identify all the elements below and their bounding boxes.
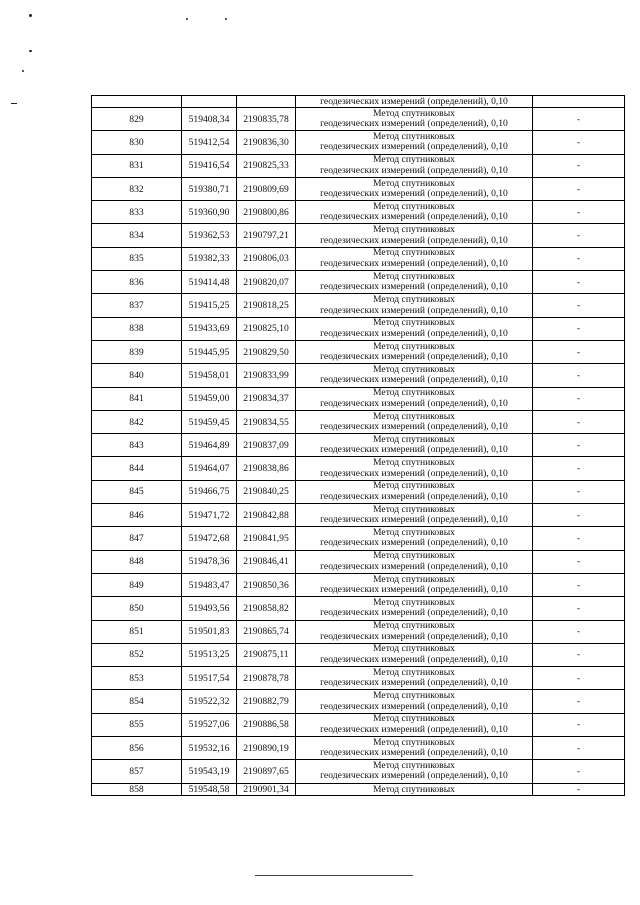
method-line-2: геодезических измерений (определений), 0,10 — [320, 397, 508, 409]
note-dash: - — [533, 364, 625, 387]
coordinate-x: 519360,90 — [182, 201, 237, 224]
table-row — [92, 340, 625, 363]
cell-method — [296, 96, 533, 108]
method-line-1: Метод спутниковых — [373, 736, 455, 748]
coordinate-y: 2190841,95 — [237, 527, 296, 550]
coordinate-x: 519472,68 — [182, 527, 237, 550]
method-line-2: геодезических измерений (определений), 0,10 — [320, 653, 508, 665]
method-line-1: Метод спутниковых — [373, 107, 455, 119]
coordinate-y: 2190837,09 — [237, 434, 296, 457]
method-cell — [296, 597, 533, 620]
coordinate-y: 2190890,19 — [237, 737, 296, 760]
table-row — [92, 760, 625, 783]
note-dash: - — [533, 224, 625, 247]
table-row — [92, 364, 625, 387]
coordinate-y: 2190836,30 — [237, 131, 296, 154]
coordinate-y: 2190825,33 — [237, 154, 296, 177]
table-row — [92, 667, 625, 690]
scan-speck — [225, 18, 227, 20]
method-line-2: геодезических измерений (определений), 0,10 — [320, 514, 508, 526]
coordinate-x: 519532,16 — [182, 737, 237, 760]
point-number: 839 — [92, 340, 182, 363]
scan-speck — [22, 70, 24, 72]
method-line-2: геодезических измерений (определений), 0,10 — [320, 374, 508, 386]
cell-number — [92, 96, 182, 108]
coordinate-x: 519445,95 — [182, 340, 237, 363]
coordinate-x: 519478,36 — [182, 550, 237, 573]
table-row — [92, 713, 625, 736]
method-cell — [296, 387, 533, 410]
coordinate-y: 2190834,55 — [237, 410, 296, 433]
note-dash: - — [533, 737, 625, 760]
coordinate-x: 519458,01 — [182, 364, 237, 387]
coordinate-x: 519414,48 — [182, 271, 237, 294]
point-number: 855 — [92, 713, 182, 736]
method-line-1: Метод спутниковых — [373, 690, 455, 702]
coordinate-y: 2190882,79 — [237, 690, 296, 713]
method-line-1: Метод спутниковых — [373, 666, 455, 678]
point-number: 835 — [92, 247, 182, 270]
cell-y — [237, 96, 296, 108]
note-dash: - — [533, 504, 625, 527]
note-dash: - — [533, 690, 625, 713]
cell-note — [533, 96, 625, 108]
method-continuation: геодезических измерений (определений), 0,10 — [320, 96, 508, 107]
table-row — [92, 317, 625, 340]
coordinate-x: 519464,07 — [182, 457, 237, 480]
table-row — [92, 737, 625, 760]
method-line-2: геодезических измерений (определений), 0,10 — [320, 723, 508, 735]
method-line-1: Метод спутниковых — [373, 154, 455, 166]
point-number: 832 — [92, 177, 182, 200]
point-number: 856 — [92, 737, 182, 760]
coordinate-y: 2190829,50 — [237, 340, 296, 363]
coordinate-y: 2190797,21 — [237, 224, 296, 247]
method-cell — [296, 108, 533, 131]
note-dash: - — [533, 643, 625, 666]
note-dash: - — [533, 247, 625, 270]
point-number: 844 — [92, 457, 182, 480]
method-line-1: Метод спутниковых — [373, 457, 455, 469]
method-line-1: Метод спутниковых — [373, 759, 455, 771]
point-number: 843 — [92, 434, 182, 457]
method-cell — [296, 271, 533, 294]
coordinate-y: 2190818,25 — [237, 294, 296, 317]
coordinate-y: 2190878,78 — [237, 667, 296, 690]
table-row — [92, 177, 625, 200]
method-line-1: Метод спутниковых — [373, 200, 455, 212]
table-row — [92, 247, 625, 270]
method-line-1: Метод спутниковых — [373, 340, 455, 352]
note-dash: - — [533, 480, 625, 503]
table-row — [92, 643, 625, 666]
method-line-1: Метод спутниковых — [373, 526, 455, 538]
method-line-2: геодезических измерений (определений), 0,10 — [320, 560, 508, 572]
method-line-2: геодезических измерений (определений), 0,10 — [320, 490, 508, 502]
coordinate-x: 519362,53 — [182, 224, 237, 247]
method-line-1: Метод спутниковых — [373, 363, 455, 375]
coordinate-y: 2190838,86 — [237, 457, 296, 480]
note-dash: - — [533, 294, 625, 317]
coordinate-y: 2190835,78 — [237, 108, 296, 131]
method-cell — [296, 667, 533, 690]
method-line-2: геодезических измерений (определений), 0,10 — [320, 257, 508, 269]
method-line-2: геодезических измерений (определений), 0,10 — [320, 607, 508, 619]
method-cell — [296, 177, 533, 200]
coordinate-x: 519493,56 — [182, 597, 237, 620]
point-number: 857 — [92, 760, 182, 783]
table-row — [92, 410, 625, 433]
method-line-1: Метод спутниковых — [373, 130, 455, 142]
method-line-2: геодезических измерений (определений), 0,10 — [320, 467, 508, 479]
method-cell — [296, 434, 533, 457]
coordinate-x: 519522,32 — [182, 690, 237, 713]
method-line-2: геодезических измерений (определений), 0,10 — [320, 281, 508, 293]
method-cell — [296, 620, 533, 643]
coordinate-x: 519471,72 — [182, 504, 237, 527]
method-line-1: Метод спутниковых — [373, 713, 455, 725]
table-row — [92, 108, 625, 131]
coordinate-x: 519412,54 — [182, 131, 237, 154]
note-dash: - — [533, 108, 625, 131]
method-line-1: Метод спутниковых — [373, 573, 455, 585]
coordinate-y: 2190842,88 — [237, 504, 296, 527]
coordinate-x: 519408,34 — [182, 108, 237, 131]
point-number: 847 — [92, 527, 182, 550]
coordinate-y: 2190825,10 — [237, 317, 296, 340]
point-number: 854 — [92, 690, 182, 713]
method-line-1: Метод спутниковых — [373, 387, 455, 399]
method-line-1: Метод спутниковых — [373, 177, 455, 189]
table-row — [92, 480, 625, 503]
method-cell — [296, 294, 533, 317]
note-dash: - — [533, 667, 625, 690]
method-line-2: геодезических измерений (определений), 0,10 — [320, 770, 508, 782]
point-number: 837 — [92, 294, 182, 317]
method-line-2: геодезических измерений (определений), 0,10 — [320, 537, 508, 549]
point-number: 858 — [92, 783, 182, 795]
note-dash: - — [533, 434, 625, 457]
table-row — [92, 620, 625, 643]
coordinate-y: 2190875,11 — [237, 643, 296, 666]
point-number: 831 — [92, 154, 182, 177]
point-number: 851 — [92, 620, 182, 643]
method-line-2: геодезических измерений (определений), 0,10 — [320, 747, 508, 759]
point-number: 840 — [92, 364, 182, 387]
table-row — [92, 294, 625, 317]
method-line-1: Метод спутниковых — [373, 410, 455, 422]
point-number: 852 — [92, 643, 182, 666]
coordinate-x: 519459,00 — [182, 387, 237, 410]
point-number: 846 — [92, 504, 182, 527]
method-line-2: геодезических измерений (определений), 0,10 — [320, 164, 508, 176]
scan-speck — [29, 50, 32, 52]
table-row — [92, 434, 625, 457]
method-line-1: Метод спутниковых — [373, 596, 455, 608]
coordinate-y: 2190897,65 — [237, 760, 296, 783]
table-row — [92, 527, 625, 550]
point-number: 833 — [92, 201, 182, 224]
method-cell — [296, 527, 533, 550]
method-line-2: геодезических измерений (определений), 0,10 — [320, 700, 508, 712]
table-row — [92, 690, 625, 713]
method-cell — [296, 550, 533, 573]
method-cell — [296, 760, 533, 783]
coordinate-y: 2190806,03 — [237, 247, 296, 270]
bottom-rule — [255, 875, 413, 876]
note-dash: - — [533, 527, 625, 550]
method-cell — [296, 504, 533, 527]
note-dash: - — [533, 177, 625, 200]
method-line-2: геодезических измерений (определений), 0,10 — [320, 630, 508, 642]
table-row — [92, 201, 625, 224]
point-number: 853 — [92, 667, 182, 690]
method-line-1: Метод спутниковых — [373, 270, 455, 282]
method-line-1: Метод спутниковых — [373, 224, 455, 236]
coordinate-x: 519382,33 — [182, 247, 237, 270]
point-number: 836 — [92, 271, 182, 294]
note-dash: - — [533, 387, 625, 410]
table-row — [92, 154, 625, 177]
method-cell — [296, 643, 533, 666]
coordinate-x: 519483,47 — [182, 573, 237, 596]
note-dash: - — [533, 410, 625, 433]
coordinate-x: 519527,06 — [182, 713, 237, 736]
coordinate-x: 519416,54 — [182, 154, 237, 177]
coordinate-x: 519548,58 — [182, 783, 237, 795]
scan-speck — [11, 103, 17, 104]
point-number: 830 — [92, 131, 182, 154]
point-number: 834 — [92, 224, 182, 247]
note-dash: - — [533, 597, 625, 620]
point-number: 850 — [92, 597, 182, 620]
note-dash: - — [533, 573, 625, 596]
coordinate-y: 2190850,36 — [237, 573, 296, 596]
note-dash: - — [533, 154, 625, 177]
coordinate-x: 519459,45 — [182, 410, 237, 433]
method-cell — [296, 131, 533, 154]
coordinate-x: 519466,75 — [182, 480, 237, 503]
method-line-1: Метод спутниковых — [373, 550, 455, 562]
coordinate-x: 519415,25 — [182, 294, 237, 317]
note-dash: - — [533, 201, 625, 224]
cell-x — [182, 96, 237, 108]
method-line-2: геодезических измерений (определений), 0,10 — [320, 304, 508, 316]
table-row — [92, 457, 625, 480]
coordinate-y: 2190833,99 — [237, 364, 296, 387]
table-row — [92, 573, 625, 596]
method-line-1: Метод спутниковых — [296, 783, 533, 795]
table-row — [92, 387, 625, 410]
method-line-2: геодезических измерений (определений), 0,10 — [320, 141, 508, 153]
point-number: 842 — [92, 410, 182, 433]
method-line-2: геодезических измерений (определений), 0,10 — [320, 444, 508, 456]
continued-row — [92, 96, 625, 108]
method-cell — [296, 340, 533, 363]
method-line-1: Метод спутниковых — [373, 503, 455, 515]
coordinate-x: 519543,19 — [182, 760, 237, 783]
note-dash: - — [533, 457, 625, 480]
method-cell — [296, 201, 533, 224]
table-row — [92, 131, 625, 154]
method-line-1: Метод спутниковых — [373, 480, 455, 492]
note-dash: - — [533, 713, 625, 736]
coordinate-y: 2190886,58 — [237, 713, 296, 736]
method-line-2: геодезических измерений (определений), 0,10 — [320, 211, 508, 223]
method-cell — [296, 247, 533, 270]
method-line-1: Метод спутниковых — [373, 643, 455, 655]
note-dash: - — [533, 620, 625, 643]
method-line-1: Метод спутниковых — [373, 620, 455, 632]
point-number: 845 — [92, 480, 182, 503]
note-dash: - — [533, 760, 625, 783]
point-number: 848 — [92, 550, 182, 573]
coordinate-y: 2190840,25 — [237, 480, 296, 503]
table-row — [92, 550, 625, 573]
coordinates-table-body — [92, 96, 625, 796]
note-dash: - — [533, 783, 625, 795]
table-row-last — [92, 783, 625, 795]
note-dash: - — [533, 340, 625, 363]
table-row — [92, 504, 625, 527]
coordinates-table — [91, 95, 625, 796]
method-line-1: Метод спутниковых — [373, 247, 455, 259]
method-cell — [296, 154, 533, 177]
method-cell — [296, 364, 533, 387]
coordinate-y: 2190901,34 — [237, 783, 296, 795]
coordinate-y: 2190834,37 — [237, 387, 296, 410]
scan-speck — [186, 18, 188, 20]
method-line-2: геодезических измерений (определений), 0,10 — [320, 118, 508, 130]
coordinate-x: 519464,89 — [182, 434, 237, 457]
coordinate-x: 519517,54 — [182, 667, 237, 690]
method-cell — [296, 317, 533, 340]
method-cell — [296, 224, 533, 247]
method-line-2: геодезических измерений (определений), 0,10 — [320, 584, 508, 596]
note-dash: - — [533, 550, 625, 573]
coordinate-y: 2190809,69 — [237, 177, 296, 200]
point-number: 849 — [92, 573, 182, 596]
table-row — [92, 224, 625, 247]
note-dash: - — [533, 271, 625, 294]
table-row — [92, 597, 625, 620]
coordinate-x: 519380,71 — [182, 177, 237, 200]
method-cell — [296, 737, 533, 760]
method-cell — [296, 410, 533, 433]
coordinate-y: 2190865,74 — [237, 620, 296, 643]
point-number: 829 — [92, 108, 182, 131]
method-cell — [296, 690, 533, 713]
method-cell — [296, 573, 533, 596]
method-line-2: геодезических измерений (определений), 0,10 — [320, 188, 508, 200]
coordinate-x: 519501,83 — [182, 620, 237, 643]
scan-speck — [29, 14, 32, 17]
method-line-2: геодезических измерений (определений), 0,10 — [320, 234, 508, 246]
method-line-2: геодезических измерений (определений), 0,10 — [320, 351, 508, 363]
method-cell — [296, 457, 533, 480]
method-cell — [296, 713, 533, 736]
coordinate-y: 2190820,07 — [237, 271, 296, 294]
note-dash: - — [533, 131, 625, 154]
method-line-2: геодезических измерений (определений), 0,10 — [320, 421, 508, 432]
method-line-1: Метод спутниковых — [373, 317, 455, 329]
coordinate-y: 2190858,82 — [237, 597, 296, 620]
coordinate-x: 519433,69 — [182, 317, 237, 340]
note-dash: - — [533, 317, 625, 340]
method-line-1: Метод спутниковых — [373, 433, 455, 445]
method-cell — [296, 480, 533, 503]
coordinate-y: 2190800,86 — [237, 201, 296, 224]
method-line-2: геодезических измерений (определений), 0,10 — [320, 677, 508, 689]
point-number: 838 — [92, 317, 182, 340]
point-number: 841 — [92, 387, 182, 410]
method-line-1: Метод спутниковых — [373, 294, 455, 306]
method-line-2: геодезических измерений (определений), 0,10 — [320, 327, 508, 339]
coordinate-x: 519513,25 — [182, 643, 237, 666]
table-row — [92, 271, 625, 294]
coordinate-y: 2190846,41 — [237, 550, 296, 573]
